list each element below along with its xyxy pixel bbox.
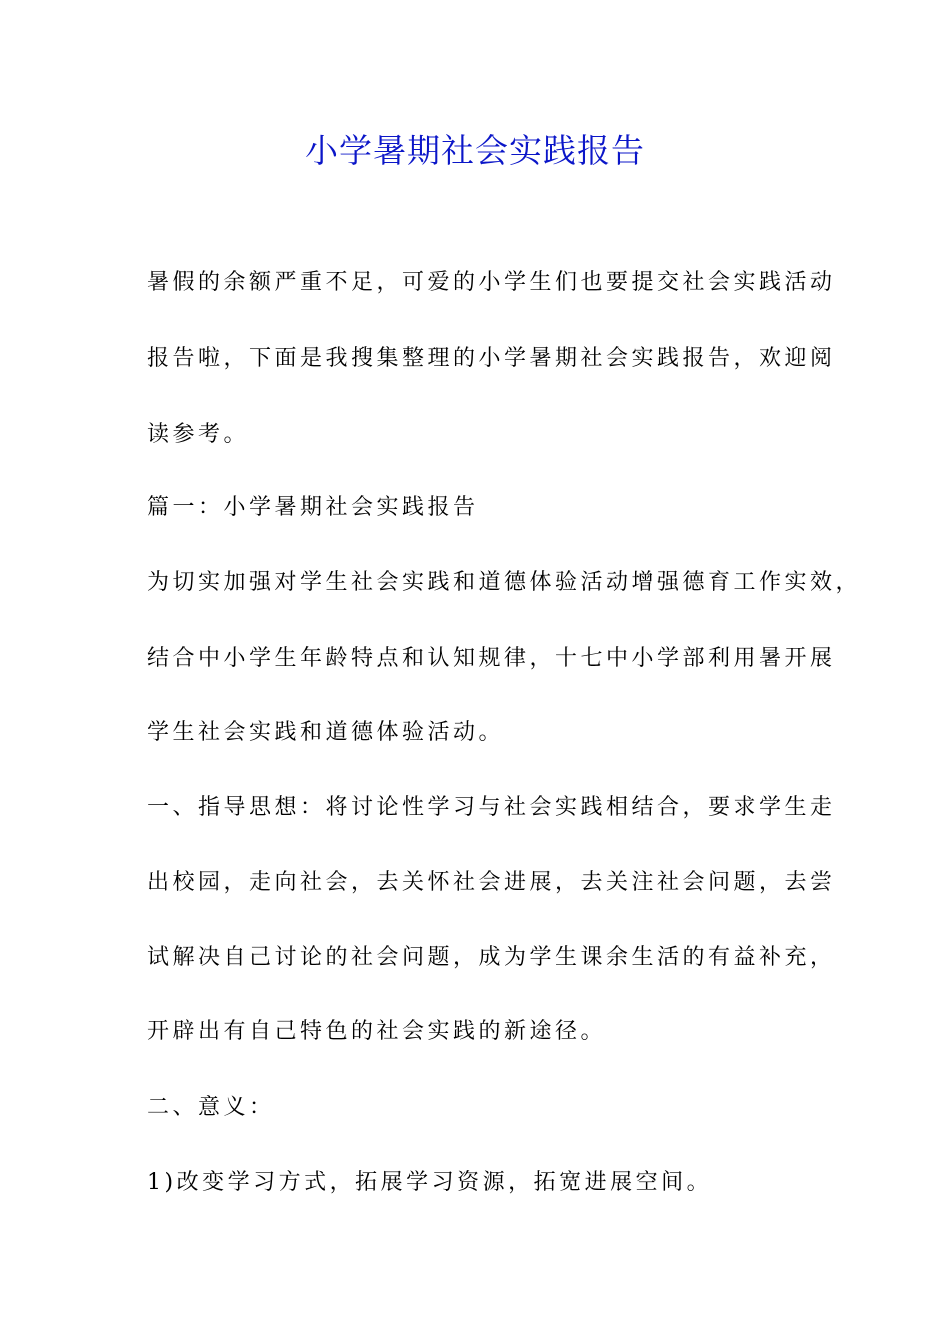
paragraph-line: 为切实加强对学生社会实践和道德体验活动增强德育工作实效， bbox=[147, 570, 862, 595]
section-heading: 二、意义： bbox=[147, 1095, 275, 1120]
section-heading: 篇一：小学暑期社会实践报告 bbox=[147, 495, 479, 520]
document-title: 小学暑期社会实践报告 bbox=[305, 131, 645, 170]
paragraph-line: 一、指导思想：将讨论性学习与社会实践相结合，要求学生走 bbox=[147, 795, 836, 820]
paragraph-line: 读参考。 bbox=[147, 422, 250, 447]
paragraph-line: 报告啦，下面是我搜集整理的小学暑期社会实践报告，欢迎阅 bbox=[147, 346, 836, 371]
paragraph-line: 试解决自己讨论的社会问题，成为学生课余生活的有益补充， bbox=[147, 945, 836, 970]
paragraph-line: 暑假的余额严重不足，可爱的小学生们也要提交社会实践活动 bbox=[147, 270, 836, 295]
list-item: 1)改变学习方式，拓展学习资源，拓宽进展空间。 bbox=[147, 1170, 713, 1195]
paragraph-line: 学生社会实践和道德体验活动。 bbox=[147, 720, 505, 745]
paragraph-line: 结合中小学生年龄特点和认知规律，十七中小学部利用暑开展 bbox=[147, 646, 836, 671]
paragraph-line: 开辟出有自己特色的社会实践的新途径。 bbox=[147, 1019, 607, 1044]
paragraph-line: 出校园，走向社会，去关怀社会进展，去关注社会问题，去尝 bbox=[147, 870, 836, 895]
